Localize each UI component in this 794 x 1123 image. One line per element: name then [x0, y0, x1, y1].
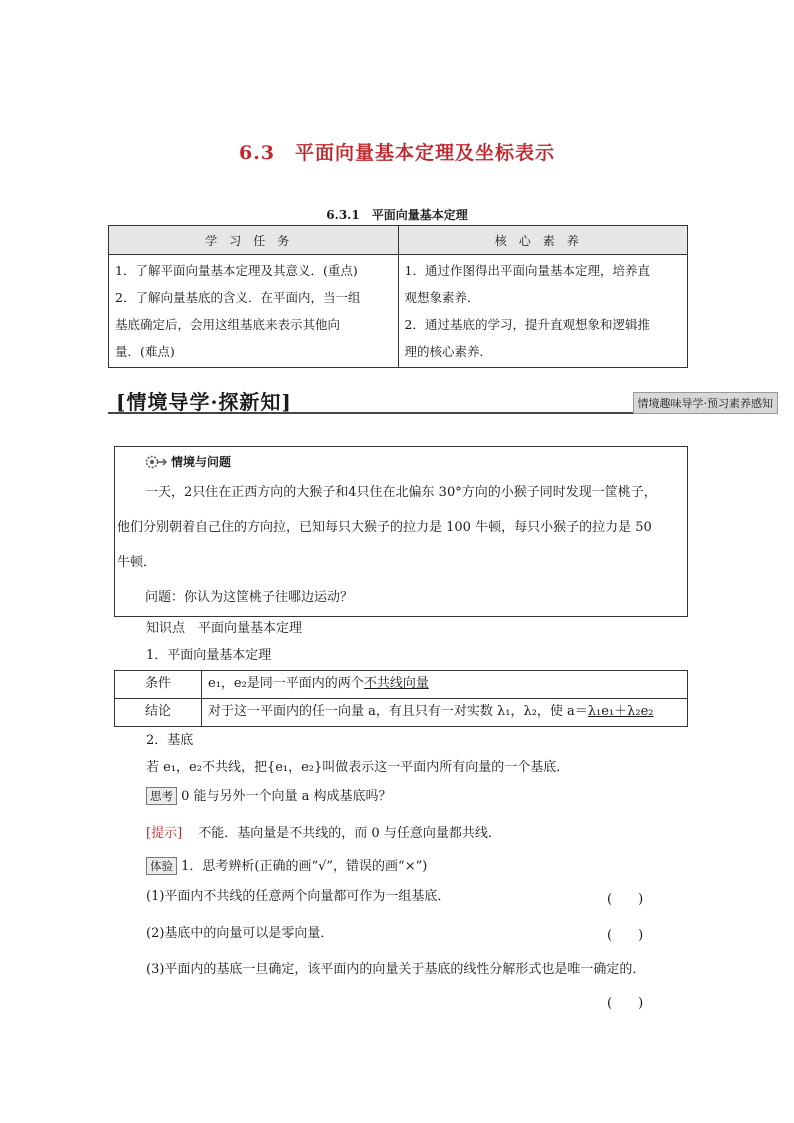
hint-text: 不能．基向量是不共线的，而 0 与任意向量都共线．: [198, 826, 501, 841]
practice-tag: 体验: [146, 857, 177, 875]
task-line: 2．了解向量基底的含义．在平面内，当一组: [115, 290, 361, 305]
task-line: 1．了解平面向量基本定理及其意义．(重点): [115, 263, 358, 278]
think-tag: 思考: [146, 787, 177, 805]
answer-blank-1[interactable]: ( ): [607, 892, 644, 907]
task-line: 量．(难点): [115, 344, 175, 359]
hint-row: [146, 822, 501, 841]
practice-row: [146, 855, 427, 875]
hint-tag: [提示]: [146, 826, 183, 841]
competencies-cell: [398, 255, 688, 368]
conclusion-value: [202, 699, 688, 727]
situation-line-3: 牛顿．: [117, 555, 157, 570]
theorem-heading: 1．平面向量基本定理: [146, 648, 272, 663]
think-question: 0 能与另外一个向量 a 构成基底吗？: [181, 789, 392, 804]
banner-tag: 情境趣味导学·预习素养感知: [633, 392, 779, 414]
practice-item-3: (3)平面内的基底一旦确定，该平面内的向量关于基底的线性分解形式也是唯一确定的．: [146, 962, 646, 977]
table-row: [109, 255, 688, 368]
condition-text: e₁，e₂是同一平面内的两个: [208, 676, 364, 691]
answer-blank-3[interactable]: ( ): [607, 996, 644, 1011]
header-competencies: 核心素养: [398, 226, 688, 255]
competency-line: 2．通过基底的学习，提升直观想象和逻辑推: [404, 317, 650, 332]
situation-question: 问题：你认为这筐桃子往哪边运动？: [145, 590, 354, 605]
competency-line: 观想象素养．: [404, 290, 480, 305]
table-row: [115, 699, 688, 727]
competency-line: 1．通过作图得出平面向量基本定理，培养直: [404, 263, 650, 278]
banner-title: [情境导学·探新知]: [116, 390, 292, 414]
gear-icon: [145, 455, 167, 469]
practice-item-2: (2)基底中的向量可以是零向量．: [146, 926, 334, 941]
page-title: 6.3 平面向量基本定理及坐标表示: [238, 142, 556, 164]
condition-value: [202, 671, 688, 699]
situation-box: [114, 446, 688, 617]
table-header-row: [109, 226, 688, 255]
basis-heading: 2．基底: [146, 733, 194, 748]
tasks-cell: [109, 255, 399, 368]
basis-definition: 若 e₁，e₂不共线，把{e₁，e₂}叫做表示这一平面内所有向量的一个基底．: [146, 760, 570, 775]
theorem-table: [114, 670, 688, 727]
situation-label-text: 情境与问题: [171, 455, 232, 469]
think-row: [146, 785, 392, 805]
practice-intro: 1．思考辨析(正确的画“√”，错误的画“×”): [181, 859, 428, 874]
condition-answer: 不共线向量: [363, 676, 429, 691]
section-subtitle: 6.3.1 平面向量基本定理: [326, 208, 468, 222]
situation-line-2: 他们分别朝着自己住的方向拉，已知每只大猴子的拉力是 100 牛顿，每只小猴子的拉力是 50: [117, 520, 652, 535]
condition-key: 条件: [115, 671, 202, 699]
situation-line-1: 一天，2只住在正西方向的大猴子和4只住在北偏东 30°方向的小猴子同时发现一筐桃子，: [145, 485, 657, 500]
competency-line: 理的核心素养．: [404, 344, 493, 359]
answer-blank-2[interactable]: ( ): [607, 928, 644, 943]
learning-tasks-table: [108, 225, 688, 368]
conclusion-key: 结论: [115, 699, 202, 727]
situation-label: [145, 453, 231, 470]
task-line: 基底确定后，会用这组基底来表示其他向: [115, 317, 341, 332]
header-tasks: 学习任务: [109, 226, 399, 255]
practice-item-1: (1)平面内不共线的任意两个向量都可作为一组基底．: [146, 889, 451, 904]
section-banner: [108, 384, 778, 414]
conclusion-answer: λ₁e₁＋λ₂e₂: [587, 704, 654, 719]
knowledge-heading: 知识点 平面向量基本定理: [146, 621, 303, 636]
table-row: [115, 671, 688, 699]
conclusion-text: 对于这一平面内的任一向量 a，有且只有一对实数 λ₁，λ₂，使 a＝: [208, 704, 588, 719]
